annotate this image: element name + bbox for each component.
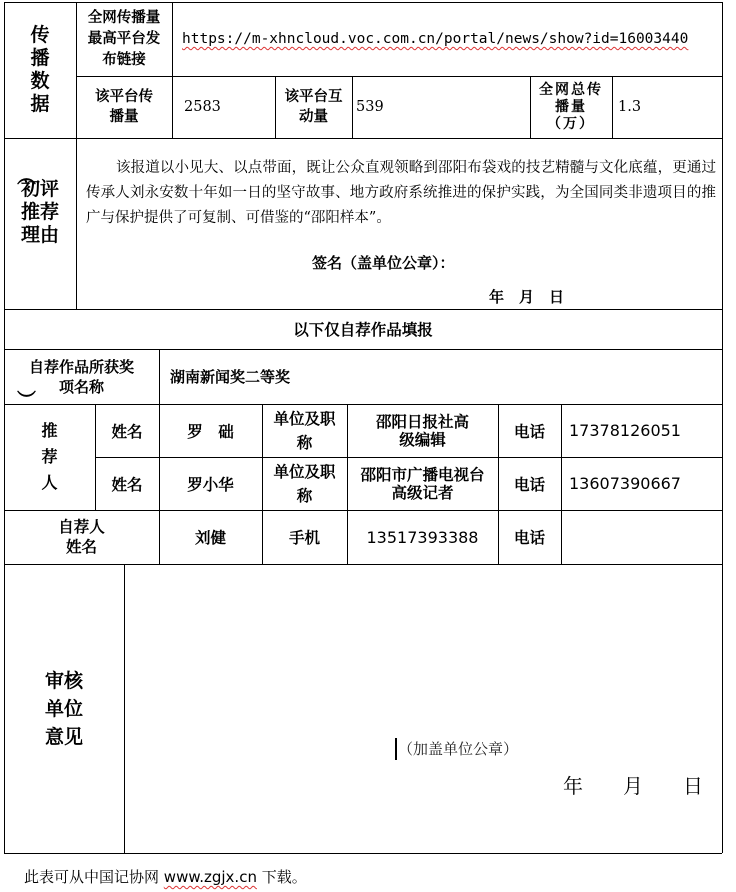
self-recommender-phone-label: 电话: [513, 529, 545, 547]
platform-interact-label: 该平台互动量: [284, 89, 343, 125]
recommender-1-unit-label: 单位及职称: [273, 409, 336, 452]
self-recommender-label: 自荐人姓名: [58, 518, 105, 556]
recommender-2-phone-label: 电话: [513, 475, 545, 494]
recommender-1-unit: 邵阳日报社高级编辑: [375, 412, 469, 449]
recommender-2-name: 罗小华: [187, 475, 234, 494]
recommender-2-unit: 邵阳市广播电视台高级记者: [360, 465, 485, 502]
link-label: 全网传播量最高平台发布链接: [87, 9, 161, 68]
link-url[interactable]: https://m-xhncloud.voc.com.cn/portal/news/show?id=16003440: [182, 31, 689, 47]
review-label: （ ） 初评推荐理由: [14, 166, 59, 409]
self-section-title: 以下仅自荐作品填报: [293, 321, 433, 339]
recommender-2-phone: 13607390667: [569, 474, 681, 493]
footer-note: [24, 866, 307, 887]
recommender-1-name-label: 姓名: [111, 422, 143, 441]
text-cursor: [395, 738, 397, 760]
review-text: 该报道以小见大、以点带面，既让公众直观领略到邵阳布袋戏的技艺精髓与文化底蕴，更通过传承人刘永安数十年如一日的坚守故事、地方政府系统推进的保护实践，为全国同类非遗项目的推广与保护提供了可复制、可借鉴的“邵阳样本”。: [86, 160, 716, 226]
recommender-2-name-label: 姓名: [111, 475, 143, 494]
audit-stamp-label: （加盖单位公章）: [398, 740, 519, 758]
footer-suffix: 下载。: [261, 868, 307, 886]
platform-spread-value: 2583: [184, 99, 221, 115]
footer-site-link[interactable]: www.zgjx.cn: [163, 868, 257, 886]
footer-prefix: 此表可从中国记协网: [24, 868, 160, 886]
award-label: 自荐作品所获奖项名称: [28, 357, 134, 396]
recommender-1-phone: 17378126051: [569, 421, 681, 440]
recommender-2-unit-label: 单位及职称: [273, 462, 336, 505]
self-recommender-phone: [569, 510, 719, 564]
review-date-label: 年 月 日: [489, 288, 565, 306]
award-value: 湖南新闻奖二等奖: [170, 368, 291, 386]
self-recommender-mobile-label: 手机: [288, 529, 320, 547]
recommender-label: 推荐人: [41, 421, 58, 492]
spread-section-label: 传播数据: [30, 24, 50, 115]
audit-date-label: 年 月 日: [563, 774, 703, 798]
recommender-1-name: 罗 础: [187, 422, 234, 441]
platform-spread-label: 该平台传播量: [95, 89, 153, 125]
audit-label: 审核单位意见: [44, 669, 83, 748]
total-spread-value: 1.3: [618, 99, 642, 115]
self-recommender-mobile: 13517393388: [366, 527, 479, 547]
total-spread-label: 全网总传播量（万）: [539, 81, 603, 132]
recommender-1-phone-label: 电话: [513, 422, 545, 441]
self-recommender-name: 刘健: [194, 529, 226, 547]
platform-interact-value: 539: [356, 99, 384, 115]
review-signature-label: 签名（盖单位公章）：: [312, 254, 455, 272]
